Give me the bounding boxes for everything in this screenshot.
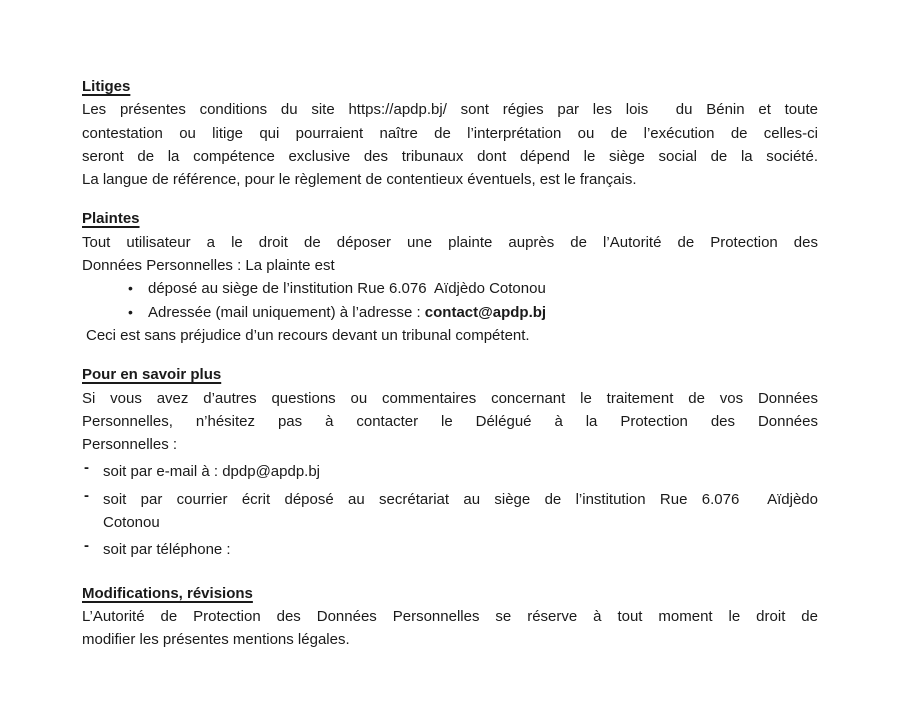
- section-plaintes: [82, 207, 818, 347]
- paragraph: [82, 98, 818, 191]
- section-modifications-revisions: [82, 582, 818, 652]
- paragraph: [82, 231, 818, 278]
- list-item: [82, 301, 818, 324]
- paragraph-line: modifier les présentes mentions légales.: [82, 631, 350, 649]
- list-item: [82, 488, 818, 535]
- paragraph-line: La langue de référence, pour le règlement de contentieux éventuels, est le français.: [82, 171, 637, 189]
- bullet-text: déposé au siège de l’institution Rue 6.076 Aïdjèdo Cotonou: [148, 280, 546, 298]
- email-address: contact@apdp.bj: [424, 303, 547, 321]
- section-heading: Plaintes: [82, 210, 140, 228]
- paragraph-line: L’Autorité de Protection des Données Personnelles se réserve à tout moment le droit de: [82, 607, 818, 625]
- paragraph-line: contestation ou litige qui pourraient naître de l’interprétation ou de l’exécution de celles-ci: [82, 124, 818, 142]
- section-heading: Modifications, révisions: [82, 584, 253, 602]
- list-item: [82, 460, 818, 483]
- paragraph-line: Données Personnelles : La plainte est: [82, 257, 335, 275]
- list-item: [82, 538, 818, 561]
- paragraph-line: Tout utilisateur a le droit de déposer une plainte auprès de l’Autorité de Protection des: [82, 233, 818, 251]
- paragraph: [82, 605, 818, 652]
- dash-list: [82, 460, 818, 561]
- bullet-marker: •: [128, 303, 133, 320]
- section-pour-en-savoir-plus: [82, 363, 818, 561]
- dash-marker: -: [84, 486, 89, 504]
- paragraph-line: Si vous avez d’autres questions ou commentaires concernant le traitement de vos Données: [82, 389, 818, 407]
- bullet-list: [82, 277, 818, 324]
- dash-item-text: soit par téléphone :: [103, 541, 231, 559]
- section-litiges: [82, 75, 818, 191]
- dash-marker: -: [84, 459, 89, 477]
- bullet-text-prefix: Adressée (mail uniquement) à l’adresse :: [148, 303, 425, 321]
- dash-item-text: Cotonou: [103, 514, 160, 532]
- paragraph-line: seront de la compétence exclusive des tribunaux dont dépend le siège social de la société.: [82, 147, 818, 165]
- dash-marker: -: [84, 537, 89, 555]
- section-heading: Litiges: [82, 78, 131, 95]
- dash-item-text: soit par courrier écrit déposé au secrétariat au siège de l’institution Rue 6.076 Aïdjèdo: [103, 490, 818, 508]
- note-line: Ceci est sans préjudice d’un recours devant un tribunal compétent.: [86, 326, 530, 344]
- bullet-marker: •: [128, 280, 133, 297]
- paragraph: [82, 387, 818, 457]
- paragraph-line: Personnelles, n’hésitez pas à contacter le Délégué à la Protection des Données: [82, 412, 818, 430]
- paragraph-line: Personnelles :: [82, 436, 178, 454]
- list-item: [82, 277, 818, 300]
- paragraph-line: Les présentes conditions du site https://apdp.bj/ sont régies par les lois du Bénin et toute: [82, 101, 818, 119]
- dash-item-text: soit par e-mail à : dpdp@apdp.bj: [103, 463, 321, 481]
- section-heading: Pour en savoir plus: [82, 366, 222, 384]
- bullet-text: [148, 301, 818, 324]
